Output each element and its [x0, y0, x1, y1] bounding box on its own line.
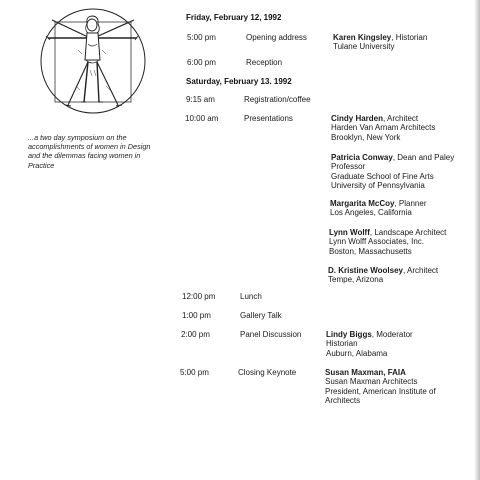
speaker-detail: Lynn Wolff Associates, Inc. [329, 237, 425, 247]
speaker-name: Lynn Wolff [329, 228, 370, 237]
speaker-block-harden [331, 114, 435, 142]
speaker-name: Karen Kingsley [333, 33, 392, 42]
session-time: 2:00 pm [181, 330, 210, 339]
day-heading-saturday: Saturday, February 13. 1992 [186, 77, 292, 86]
session-time: 9:15 am [186, 95, 215, 104]
speaker-detail: University of Pennsylvania [331, 180, 425, 190]
session-event: Opening address [246, 33, 307, 42]
session-time: 12:00 pm [182, 292, 216, 301]
speaker-role: , Moderator [371, 330, 413, 339]
speaker-block-wolff [329, 228, 446, 256]
speaker-detail: Los Angeles, California [330, 208, 412, 218]
session-event: Presentations [244, 114, 293, 123]
session-time: 6:00 pm [187, 58, 216, 67]
speaker-detail: Auburn, Alabama [326, 348, 388, 358]
session-event: Closing Keynote [238, 368, 297, 377]
speaker-block [333, 33, 427, 52]
speaker-block-conway [331, 153, 454, 190]
speaker-detail: Boston, Massachusetts [329, 246, 412, 256]
speaker-detail: Historian [326, 339, 358, 349]
scan-edge-shadow [474, 0, 480, 480]
speaker-block-woolsey [328, 266, 438, 285]
speaker-block-mccoy [330, 199, 427, 218]
session-time: 5:00 pm [180, 368, 209, 377]
speaker-name: Patricia Conway [331, 153, 393, 162]
symposium-tagline: ...a two day symposium on the accomplishments of women in Design and the dilemmas facing women in Practice [28, 133, 151, 170]
speaker-detail: President, American Institute of [325, 386, 436, 396]
session-time: 5:00 pm [187, 33, 216, 42]
session-event: Panel Discussion [240, 330, 302, 339]
speaker-role: , Planner [394, 199, 427, 208]
speaker-detail: Brooklyn, New York [331, 132, 401, 142]
speaker-role: , Historian [391, 33, 428, 42]
speaker-role: , Architect [383, 114, 419, 123]
session-time: 1:00 pm [182, 311, 211, 320]
speaker-role: , Dean and Paley [392, 153, 455, 162]
speaker-name: Margarita McCoy [330, 199, 395, 208]
speaker-detail: Professor [331, 162, 366, 172]
vitruvian-figure-icon [38, 6, 148, 118]
speaker-detail: Susan Maxman Architects [325, 377, 418, 387]
session-event: Registration/coffee [244, 95, 311, 104]
speaker-detail: Architects [325, 395, 361, 405]
speaker-name: D. Kristine Woolsey [328, 266, 403, 275]
session-event: Reception [246, 58, 283, 67]
speaker-role: , Landscape Architect [369, 228, 447, 237]
speaker-block-maxman [325, 368, 436, 405]
speaker-detail: Graduate School of Fine Arts [331, 171, 434, 181]
session-event: Gallery Talk [240, 311, 282, 320]
speaker-detail: Tulane University [333, 42, 395, 52]
session-time: 10:00 am [185, 114, 219, 123]
speaker-detail: Tempe, Arizona [328, 275, 384, 285]
speaker-block-biggs [326, 330, 413, 358]
speaker-name: Susan Maxman, FAIA [325, 368, 406, 377]
speaker-role: , Architect [402, 266, 439, 275]
speaker-name: Lindy Biggs [326, 330, 372, 339]
speaker-name: Cindy Harden [331, 114, 384, 123]
session-event: Lunch [240, 292, 262, 301]
day-heading-friday: Friday, February 12, 1992 [186, 13, 282, 22]
speaker-detail: Harden Van Arnam Architects [331, 123, 436, 133]
